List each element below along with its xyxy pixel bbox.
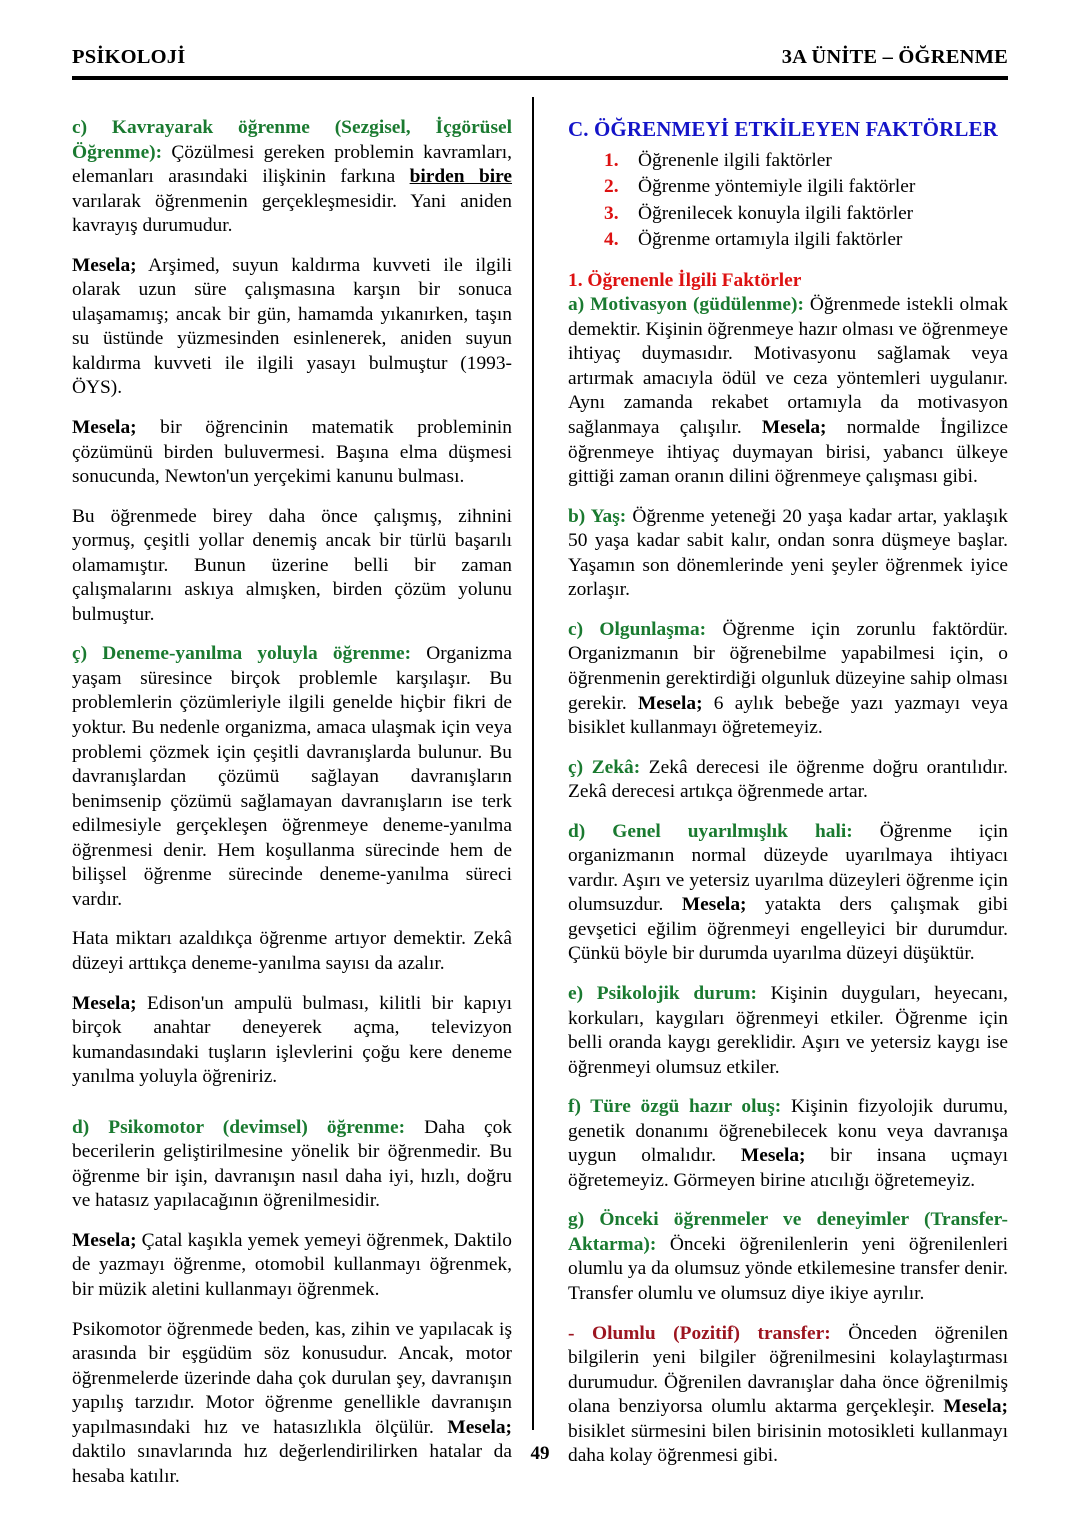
body-text: Arşimed, suyun kaldırma kuvveti ile ilgili olarak uzun süre çalışmasına karşın bir sonuca ulaşamamış; ancak bir gün, hamamda yıkanırken, taşın su üstünde yüzmesinden esinlenerek, aniden suyun kaldırma kuvveti ile ilgili yasayı bulmuştur (1993-ÖYS). bbox=[72, 254, 512, 399]
list-item-label: Öğrenilecek konuyla ilgili faktörler bbox=[638, 202, 914, 224]
body-text: varılarak öğrenmenin gerçekleşmesidir. Yani aniden kavrayış durumudur. bbox=[72, 190, 512, 237]
body-text: Zekâ derecesi ile öğrenme doğru orantılıdır. Zekâ derecesi artıkça öğrenmede artar. bbox=[568, 756, 1008, 803]
heading-genel-uyarilmislik: d) Genel uyarılmışlık hali: bbox=[568, 820, 853, 842]
factor-list bbox=[568, 149, 1008, 253]
paragraph-zeka bbox=[568, 756, 1008, 805]
list-item-label: Öğrenenle ilgili faktörler bbox=[638, 149, 832, 171]
paragraph-motivasyon bbox=[568, 293, 1008, 489]
paragraph-olgunlasma bbox=[568, 618, 1008, 741]
body-text: Hata miktarı azaldıkça öğrenme artıyor demektir. Zekâ düzeyi arttıkça deneme-yanılma sayısı da azalır. bbox=[72, 928, 512, 974]
body-text: Önceki öğrenilenlerin yeni öğrenilenleri olumlu ya da olumsuz yönde etkilemesine transfer denir. Transfer olumlu ve olumsuz diye ikiye ayrılır. bbox=[568, 1233, 1008, 1304]
list-item-label: Öğrenme ortamıyla ilgili faktörler bbox=[638, 229, 903, 251]
body-text: Daha çok becerilerin geliştirilmesine yönelik bir öğrenmedir. Bu öğrenme bir işin, davranışın nasıl daha iyi, hızlı, doğru ve hatasız yapılacağının öğrenilmesidir. bbox=[72, 1116, 512, 1212]
lead-in-mesela: Mesela; bbox=[72, 254, 137, 276]
list-item bbox=[604, 149, 1008, 174]
body-text: bisiklet sürmesini bilen birisinin motosikleti kullanmayı daha kolay öğrenmesi gibi. bbox=[568, 1420, 1008, 1467]
page-number: 49 bbox=[530, 1443, 550, 1464]
list-item-number: 2. bbox=[604, 176, 619, 198]
paragraph-ture-ozgu-hazir-olus bbox=[568, 1095, 1008, 1193]
body-text: Önceden öğrenilen bilgilerin yeni bilgiler öğrenilmesini kolaylaştırması durumudur. Öğrenilen davranışlar daha önce öğrenilmiş olana benziyorsa olumlu aktarma gerçekleşir. bbox=[568, 1322, 1008, 1418]
lead-in-mesela: Mesela; bbox=[72, 417, 137, 439]
paragraph-genel-uyarilmislik bbox=[568, 820, 1008, 967]
paragraph-deneme-yanilma bbox=[72, 642, 512, 912]
body-text: Çatal kaşıkla yemek yemeyi öğrenmek, Daktilo de yazmayı öğrenme, otomobil kullanmayı öğrenmek, bir müzik aletini kullanmayı öğrenmek. bbox=[72, 1229, 512, 1300]
subsection-title-ogrenenle-ilgili: 1. Öğrenenle İlgili Faktörler bbox=[568, 269, 802, 291]
heading-kavrayarak-ogrenme: c) Kavrayarak öğrenme (Sezgisel, İçgörüsel Öğrenme): bbox=[72, 117, 512, 163]
body-text: Öğrenme için organizmanın normal düzeyde uyarılmaya ihtiyacı vardır. Aşırı ve yetersiz uyarılma düzeyleri öğrenme için olumsuzdur. bbox=[568, 820, 1008, 916]
paragraph-edison-example bbox=[72, 992, 512, 1090]
body-text: daktilo sınavlarında hız değerlendirilirken hatalar da hesaba katılır. bbox=[72, 1441, 512, 1487]
list-item bbox=[604, 228, 1008, 253]
body-text: bir öğrencinin matematik probleminin çözümünü birden buluvermesi. Başına elma düşmesi sonucunda, Newton'un yerçekimi kanunu bulması. bbox=[72, 417, 512, 488]
emphasis-birden-bire: birden bire bbox=[409, 166, 513, 188]
paragraph-psikomotor-examples bbox=[72, 1229, 512, 1303]
heading-deneme-yanilma: ç) Deneme-yanılma yoluyla öğrenme: bbox=[72, 643, 412, 665]
body-text: Kişinin duyguları, heyecanı, korkuları, kaygıları öğrenmeyi etkiler. Öğrenme için belli oranda kaygı gereklidir. Aşırı ve yetersiz kaygı ise öğrenmeyi olumsuz etkiler. bbox=[568, 982, 1008, 1078]
running-header bbox=[72, 46, 1008, 69]
heading-olgunlasma: c) Olgunlaşma: bbox=[568, 618, 707, 640]
body-text: Organizma yaşam süresince birçok problemle karşılaşır. Bu problemlerin çözümleriyle ilgili genelde hiçbir fikri de yoktur. Bu nedenle organizma, amaca ulaşmak için veya problemi çözmek için çeşitli davranışlarda bulunur. Bu davranışlardan çözümü sağlayan davranışların benimsenip çözümü sağlamayan davranışların ise terk edilmesiyle gerçekleşen öğrenmeye deneme-yanılma öğrenmesi denir. Hem koşullanma sürecinde hem de bilişsel öğrenme sürecinde deneme-yanılma süreci vardır. bbox=[72, 643, 513, 910]
body-text: normalde İngilizce öğrenmeye ihtiyaç duymayan birisi, yabancı ülkeye gittiği zaman oranın dilini öğrenmeye çalışması gibi. bbox=[568, 417, 1008, 488]
body-text: yatakta ders çalışmak gibi gevşetici eğilim öğrenmeyi engelleyici bir durumdur. Çünkü böyle bir durumda uyarılma düzeyi düşüktür. bbox=[568, 894, 1008, 965]
heading-psikolojik-durum: e) Psikolojik durum: bbox=[568, 982, 757, 1004]
body-text: 6 aylık bebeğe yazı yazmayı veya bisiklet kullanmayı öğretemeyiz. bbox=[568, 692, 1008, 739]
heading-ture-ozgu-hazir-olus: f) Türe özgü hazır oluş: bbox=[568, 1096, 782, 1118]
header-subject-title: PSİKOLOJİ bbox=[72, 46, 186, 68]
list-item bbox=[604, 175, 1008, 200]
list-item bbox=[604, 202, 1008, 227]
paragraph-psikolojik-durum bbox=[568, 982, 1008, 1080]
header-unit-title: 3A ÜNİTE – ÖĞRENME bbox=[781, 46, 1008, 68]
body-text: Öğrenme için zorunlu faktördür. Organizmanın bir öğrenebilme yapabilmesi için, o öğrenmenin gerektirdiği olgunluk düzeyine sahip olması gerekir. bbox=[568, 618, 1008, 714]
left-column bbox=[72, 116, 512, 1489]
column-divider bbox=[532, 97, 534, 1430]
body-text: Öğrenme yeteneği 20 yaşa kadar artar, yaklaşık 50 yaşa kadar sabit kalır, ondan sonra düşmeye başlar. Yaşamın son dönemlerinde yeni şeyler öğrenmek iyice zorlaşır. bbox=[568, 505, 1009, 601]
section-title-etkileyen-faktorler: C. ÖĞRENMEYİ ETKİLEYEN FAKTÖRLER bbox=[568, 117, 998, 141]
lead-in-mesela: Mesela; bbox=[761, 417, 827, 439]
list-item-number: 4. bbox=[604, 229, 619, 251]
paragraph-psikomotor-ogrenme bbox=[72, 1116, 512, 1214]
heading-olumlu-transfer: - Olumlu (Pozitif) transfer: bbox=[568, 1322, 831, 1344]
heading-yas: b) Yaş: bbox=[568, 505, 627, 527]
lead-in-mesela: Mesela; bbox=[72, 992, 137, 1014]
body-text: Psikomotor öğrenmede beden, kas, zihin ve yapılacak iş arasında bir eşgüdüm söz konusudur. Ancak, motor öğrenmelerde üzerinde daha çok durulan şey, davranışın yapılış tarzıdır. Motor öğrenme genellikle davranışın yapılmasındaki hız ve hatasızlıkla ölçülür. bbox=[72, 1318, 512, 1438]
paragraph-insight-explanation bbox=[72, 505, 512, 628]
heading-psikomotor-ogrenme: d) Psikomotor (devimsel) öğrenme: bbox=[72, 1116, 406, 1138]
heading-motivasyon: a) Motivasyon (güdülenme): bbox=[568, 294, 804, 316]
heading-zeka: ç) Zekâ: bbox=[568, 756, 641, 778]
body-text: Öğrenmede istekli olmak demektir. Kişinin öğrenmeye hazır olması ve öğrenmeye ihtiyaç duymasıdır. Motivasyonu sağlamak veya artırmak amacıyla ödül ve ceza yöntemleri uygulanır. Aynı zamanda rekabet ortamıyla da motivasyon sağlanmaya çalışılır. bbox=[568, 294, 1009, 439]
paragraph-newton-example bbox=[72, 416, 512, 490]
paragraph-arsimed-example bbox=[72, 254, 512, 401]
lead-in-mesela: Mesela; bbox=[943, 1396, 1008, 1418]
lead-in-mesela: Mesela; bbox=[740, 1145, 806, 1167]
right-column bbox=[568, 116, 1008, 1469]
heading-onceki-ogrenmeler: g) Önceki öğrenmeler ve deneyimler (Transfer-Aktarma): bbox=[568, 1209, 1008, 1255]
paragraph-kavrayarak-ogrenme bbox=[72, 116, 512, 239]
body-text: Bu öğrenmede birey daha önce çalışmış, zihnini yormuş, çeşitli yollar denemiş ancak bir türlü başarılı olamamıştır. Bunun üzerine belli bir zaman çalışmalarını askıya almışken, birden çözüm yolunu bulmuştur. bbox=[72, 505, 512, 625]
list-item-number: 3. bbox=[604, 202, 619, 224]
paragraph-yas bbox=[568, 505, 1008, 603]
body-text: Edison'un ampulü bulması, kilitli bir kapıyı birçok anahtar deneyerek açma, televizyon kumandasındaki tuşların işlevlerini çoğu kere deneme yanılma yoluyla öğreniriz. bbox=[72, 992, 512, 1088]
lead-in-mesela: Mesela; bbox=[681, 894, 747, 916]
paragraph-hata-miktari bbox=[72, 927, 512, 976]
lead-in-mesela: Mesela; bbox=[72, 1229, 137, 1251]
header-rule-divider bbox=[72, 76, 1008, 80]
paragraph-onceki-ogrenmeler bbox=[568, 1208, 1008, 1306]
list-item-label: Öğrenme yöntemiyle ilgili faktörler bbox=[638, 176, 916, 198]
body-text: Kişinin fizyolojik durumu, genetik donanımı öğrenebilecek konu veya davranışa uygun olmalıdır. bbox=[568, 1096, 1008, 1167]
lead-in-mesela: Mesela; bbox=[447, 1416, 512, 1438]
body-text: Çözülmesi gereken problemin kavramları, elemanları arasındaki ilişkinin farkına bbox=[72, 141, 512, 188]
list-item-number: 1. bbox=[604, 149, 619, 171]
lead-in-mesela: Mesela; bbox=[637, 692, 703, 714]
body-text: bir insana uçmayı öğretemeyiz. Görmeyen birine atıcılığı öğretemeyiz. bbox=[568, 1145, 1008, 1191]
